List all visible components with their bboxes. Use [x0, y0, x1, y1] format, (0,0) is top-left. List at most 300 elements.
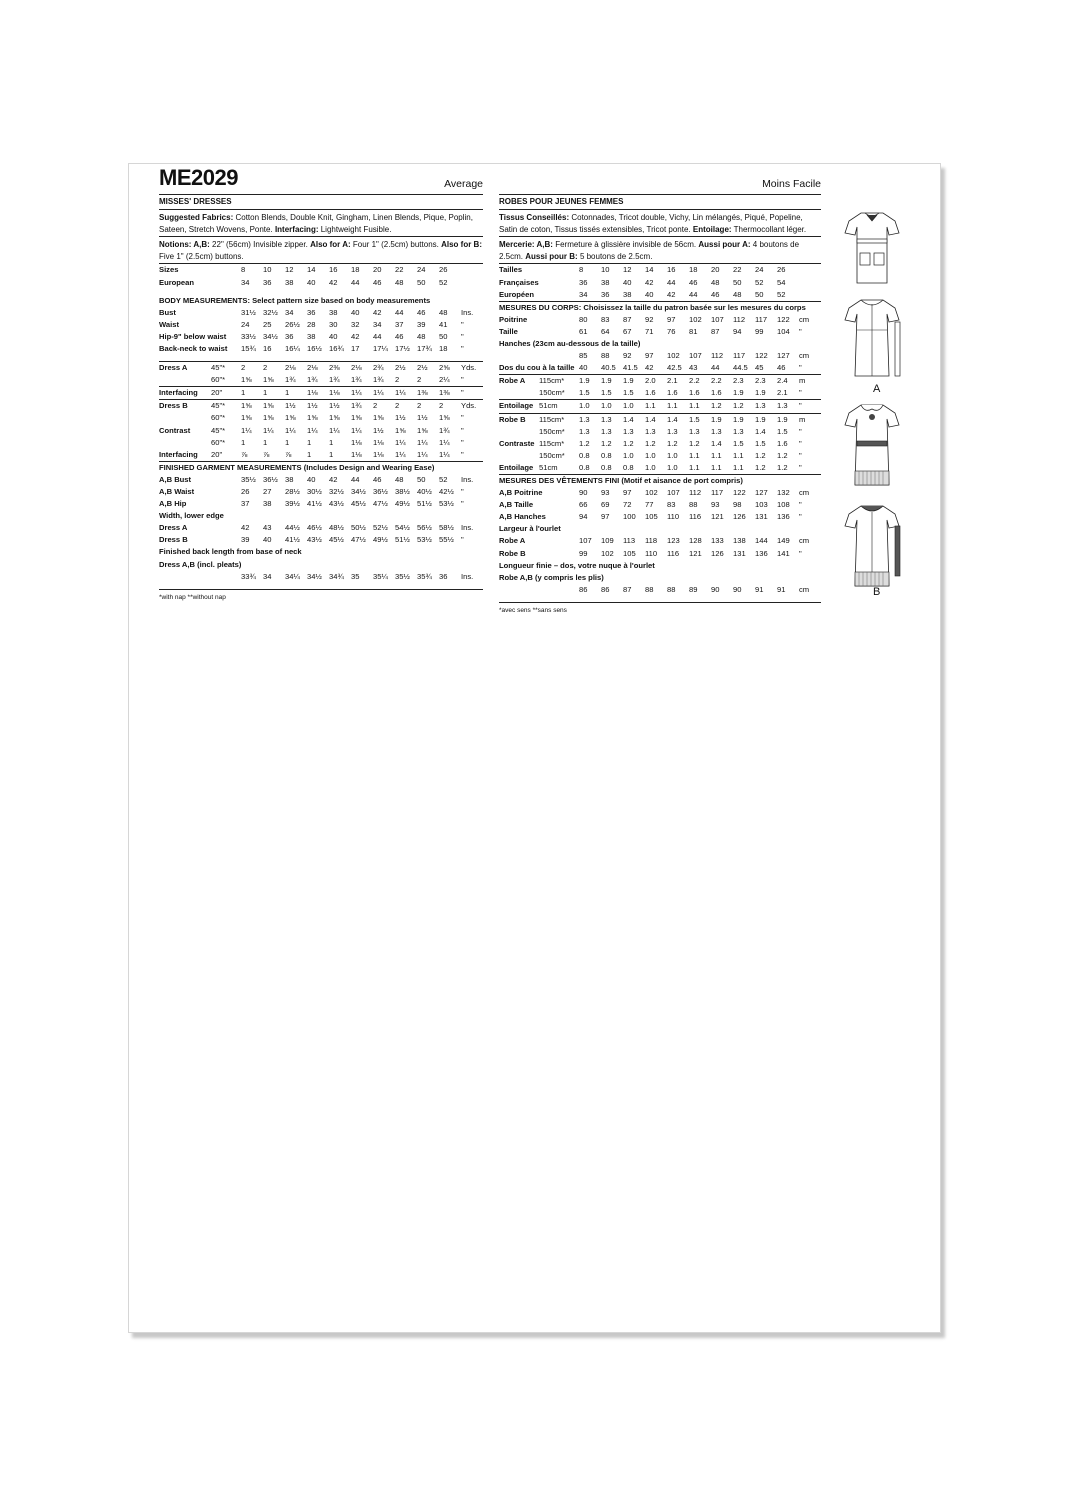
table-cell: 131: [755, 512, 768, 522]
table-cell: 1.9: [579, 375, 601, 388]
dress-a-back-svg: [841, 296, 903, 382]
table-cell: 41.5: [623, 363, 638, 373]
table-cell: m: [799, 413, 821, 426]
fabric-width: 20": [211, 449, 223, 459]
table-cell: 50: [417, 474, 426, 484]
table-cell: 1: [307, 449, 312, 459]
table-cell: 45: [755, 363, 764, 373]
table-cell: 43: [689, 363, 698, 373]
table-cell: ": [799, 450, 802, 460]
fabrics-text-fr: Cotonnades, Tricot double, Vichy, Lin mélangés, Piqué, Popeline, Satin de coton, Tissus tissés extensibles, Tricot ponte.: [499, 213, 803, 235]
table-cell: 1.0: [667, 462, 678, 472]
table-cell: ": [799, 400, 821, 413]
table-cell: 1⅝: [263, 375, 274, 385]
table-cell: 48½: [329, 523, 344, 533]
dress-b-front-svg: [841, 401, 903, 489]
table-cell: 99: [579, 548, 588, 558]
table-row: [159, 362, 483, 375]
table-cell: 26: [241, 487, 250, 497]
table-cell: 44: [689, 289, 698, 299]
fabric-width: [211, 474, 241, 486]
table-cell: 30½: [307, 487, 322, 497]
table-cell: 1.4: [645, 413, 667, 426]
fabric-width: [539, 289, 579, 302]
table-cell: 1¼: [417, 449, 428, 459]
table-cell: 72: [623, 500, 632, 510]
table-cell: [799, 276, 821, 288]
row-label: [159, 374, 211, 387]
table-cell: 28: [307, 319, 316, 329]
table-cell: 24: [241, 319, 250, 329]
table-cell: 1.3: [667, 426, 678, 436]
row-label: Sizes: [159, 265, 179, 275]
table-cell: 1⅛: [351, 449, 362, 459]
row-label: A,B Hanches: [499, 512, 546, 522]
pattern-title-fr: ROBES POUR JEUNES FEMMES: [499, 195, 821, 210]
table-cell: 36: [307, 307, 316, 317]
dress-b-front-drawing: [841, 401, 913, 489]
table-cell: 1⅝: [241, 413, 252, 423]
table-cell: 10: [263, 265, 272, 275]
table-cell: 1.2: [755, 462, 766, 472]
table-cell: 1¼: [395, 437, 406, 447]
table-cell: 34½: [263, 331, 278, 341]
row-label: A,B Poitrine: [499, 488, 543, 498]
table-cell: 34: [373, 319, 382, 329]
table-cell: 26: [777, 265, 786, 275]
table-cell: 92: [645, 314, 654, 324]
table-cell: 2.3: [755, 375, 777, 388]
table-cell: 2¾: [373, 362, 395, 375]
table-cell: 1.6: [777, 438, 788, 448]
table-cell: 105: [645, 512, 658, 522]
table-row: [159, 461, 483, 474]
table-cell: 121: [711, 512, 724, 522]
also-a-text-fr: 4 boutons de 2.5cm.: [499, 240, 800, 262]
table-cell: 94: [733, 326, 742, 336]
table-cell: 1¾: [373, 375, 384, 385]
table-cell: 132: [777, 488, 790, 498]
table-cell: 126: [711, 548, 724, 558]
table-cell: 102: [601, 548, 614, 558]
table-cell: 1⅜: [439, 387, 461, 400]
table-cell: 1¼: [395, 387, 417, 400]
table-cell: 0.8: [601, 462, 612, 472]
table-cell: m: [799, 375, 821, 388]
table-row: [159, 343, 483, 355]
table-cell: 32½: [263, 307, 278, 317]
table-cell: 34: [263, 571, 272, 581]
table-cell: 1⅛: [329, 387, 351, 400]
table-cell: 17¼: [373, 343, 388, 353]
section-heading: BODY MEASUREMENTS: Select pattern size based on body measurements: [159, 295, 431, 305]
table-cell: 40: [329, 331, 338, 341]
table-cell: 1.2: [579, 438, 590, 448]
table-cell: 1¼: [417, 437, 428, 447]
row-label: European: [159, 277, 195, 287]
table-cell: 1.1: [711, 450, 722, 460]
table-cell: 122: [733, 488, 746, 498]
table-cell: 52: [755, 277, 764, 287]
table-cell: 1.0: [579, 400, 601, 413]
table-cell: ": [799, 363, 802, 373]
table-cell: 2.2: [711, 375, 733, 388]
table-cell: 35¾: [417, 571, 432, 581]
dress-b-back-drawing: [841, 502, 913, 590]
table-cell: 1¼: [373, 387, 395, 400]
table-cell: ": [461, 375, 464, 385]
table-cell: 93: [601, 488, 610, 498]
table-cell: 1⅝: [263, 413, 274, 423]
table-row: [159, 474, 483, 486]
fabrics-label: Suggested Fabrics:: [159, 213, 234, 222]
table-cell: 104: [777, 326, 790, 336]
table-cell: 1.2: [711, 400, 733, 413]
table-cell: 18: [351, 265, 360, 275]
table-cell: 20: [711, 265, 720, 275]
table-cell: 12: [623, 265, 632, 275]
table-cell: 1¼: [307, 425, 318, 435]
table-cell: 117: [755, 314, 768, 324]
table-cell: 33½: [241, 331, 256, 341]
table-cell: 41: [439, 319, 448, 329]
table-cell: 136: [755, 548, 768, 558]
table-cell: 1.5: [689, 413, 711, 426]
notions-label: Notions: A,B:: [159, 240, 210, 250]
table-cell: 86: [601, 584, 610, 594]
table-cell: ⅞: [241, 449, 248, 459]
table-cell: 1⅝: [351, 413, 362, 423]
table-row: [159, 400, 483, 413]
view-a-label: A: [873, 383, 881, 395]
table-row: [159, 437, 483, 449]
table-cell: 71: [645, 326, 654, 336]
difficulty-level-fr: Moins Facile: [762, 178, 821, 190]
table-cell: 34¼: [285, 571, 300, 581]
table-cell: 67: [623, 326, 632, 336]
table-cell: 42: [645, 363, 654, 373]
table-cell: 17¾: [417, 343, 432, 353]
table-cell: 1.1: [645, 400, 667, 413]
table-cell: 24: [417, 265, 426, 275]
row-label: [159, 437, 211, 449]
table-cell: 1.9: [601, 375, 623, 388]
table-cell: 1: [241, 437, 246, 447]
table-cell: 49½: [373, 535, 388, 545]
table-cell: 1.3: [579, 426, 590, 436]
table-cell: 36: [285, 331, 294, 341]
table-cell: ": [461, 343, 464, 353]
fabrics-label-fr: Tissus Conseillés:: [499, 213, 570, 222]
notions-paragraph: [159, 237, 483, 264]
table-cell: 136: [777, 512, 790, 522]
table-cell: 40: [645, 289, 654, 299]
table-cell: 1.3: [777, 400, 799, 413]
table-cell: 43½: [329, 499, 344, 509]
table-cell: ": [461, 331, 464, 341]
table-row: [499, 523, 821, 535]
table-cell: 123: [667, 536, 680, 546]
fabric-width: [211, 276, 241, 288]
table-cell: 93: [711, 500, 720, 510]
table-cell: ": [461, 449, 464, 459]
table-cell: 1.3: [733, 426, 744, 436]
fabric-width: [539, 535, 579, 547]
table-cell: 2⅛: [351, 362, 373, 375]
row-label: Dress A: [159, 523, 188, 533]
table-cell: 97: [667, 314, 676, 324]
table-cell: 16¾: [329, 343, 344, 353]
fabric-width: [211, 486, 241, 498]
table-cell: 53½: [417, 535, 432, 545]
table-cell: 88: [601, 351, 610, 361]
table-cell: 107: [711, 314, 724, 324]
table-cell: ": [799, 438, 802, 448]
table-cell: 1.5: [623, 388, 634, 398]
table-cell: 2: [241, 362, 263, 375]
table-cell: 47½: [351, 535, 366, 545]
table-cell: 44: [373, 331, 382, 341]
table-row: [499, 462, 821, 475]
table-cell: 38: [329, 307, 338, 317]
table-cell: 26: [439, 265, 448, 275]
table-cell: 126: [733, 512, 746, 522]
table-cell: 1.2: [645, 438, 656, 448]
table-cell: 38: [601, 277, 610, 287]
table-cell: 1.3: [601, 413, 623, 426]
table-cell: 40: [263, 535, 272, 545]
row-label: [499, 426, 539, 438]
table-cell: 1.2: [623, 438, 634, 448]
english-size-table: [159, 264, 483, 582]
table-cell: 50: [755, 289, 764, 299]
section-heading: Largeur à l'ourlet: [499, 524, 561, 534]
row-label: Robe B: [499, 548, 526, 558]
fabric-width: 45"*: [211, 400, 241, 413]
table-cell: 2: [395, 375, 400, 385]
table-cell: 52: [439, 277, 448, 287]
table-cell: 116: [689, 512, 702, 522]
table-cell: 112: [711, 351, 724, 361]
table-row: [159, 307, 483, 319]
table-cell: 122: [755, 351, 768, 361]
table-row: [499, 314, 821, 326]
table-cell: 46: [777, 363, 786, 373]
table-cell: 87: [711, 326, 720, 336]
table-cell: 1⅝: [285, 413, 296, 423]
table-cell: 2½: [417, 362, 439, 375]
table-cell: 1.0: [645, 462, 656, 472]
table-row: [159, 331, 483, 343]
table-cell: 16¼: [285, 343, 300, 353]
table-cell: 50: [417, 277, 426, 287]
table-cell: 34¾: [329, 571, 344, 581]
table-cell: 1.5: [777, 426, 788, 436]
table-cell: ⅞: [263, 449, 270, 459]
table-cell: 1.2: [777, 450, 788, 460]
table-cell: Ins.: [461, 474, 474, 484]
table-cell: 1⅜: [417, 387, 439, 400]
table-cell: 36: [601, 289, 610, 299]
table-cell: 40.5: [601, 363, 616, 373]
table-cell: 2: [395, 400, 417, 413]
table-cell: 127: [755, 488, 768, 498]
row-label: A,B Bust: [159, 474, 192, 484]
table-cell: 61: [579, 326, 588, 336]
table-cell: ": [799, 326, 802, 336]
row-label: Robe A: [499, 536, 526, 546]
table-cell: ": [799, 548, 802, 558]
table-row: [159, 387, 483, 400]
table-cell: 44: [351, 277, 360, 287]
table-cell: 2.2: [689, 375, 711, 388]
table-row: [499, 276, 821, 288]
fabric-width: 150cm*: [539, 426, 565, 436]
table-cell: 42: [645, 277, 654, 287]
pattern-title: MISSES' DRESSES: [159, 195, 483, 210]
table-cell: [799, 264, 821, 276]
table-row: [159, 449, 483, 462]
table-cell: 18: [689, 265, 698, 275]
table-cell: 144: [755, 536, 768, 546]
table-cell: 42: [241, 523, 250, 533]
table-cell: 1¾: [307, 375, 318, 385]
row-label: [499, 387, 539, 400]
table-cell: ": [799, 512, 802, 522]
section-heading: Longueur finie – dos, votre nuque à l'ourlet: [499, 560, 655, 570]
section-heading: MESURES DES VÊTEMENTS FINI (Motif et aisance de port compris): [499, 474, 821, 487]
table-cell: 39: [417, 319, 426, 329]
table-cell: 46: [395, 331, 404, 341]
table-row: [159, 546, 483, 558]
table-cell: 90: [579, 488, 588, 498]
table-cell: 1⅛: [373, 449, 384, 459]
table-cell: 38: [623, 289, 632, 299]
table-cell: 8: [579, 265, 584, 275]
table-row: [499, 350, 821, 362]
table-cell: ": [461, 535, 464, 545]
also-a-label: Also for A:: [310, 240, 351, 250]
table-cell: 39½: [285, 499, 300, 509]
table-cell: ": [461, 425, 464, 435]
table-cell: 1.0: [623, 450, 634, 460]
table-cell: 1.6: [689, 388, 700, 398]
english-header: [159, 164, 483, 195]
table-cell: 2⅜: [329, 362, 351, 375]
table-cell: Ins.: [461, 571, 474, 581]
table-cell: 42.5: [667, 363, 682, 373]
table-cell: 133: [711, 536, 724, 546]
table-cell: 45½: [329, 535, 344, 545]
table-cell: 1.5: [579, 388, 590, 398]
table-cell: 110: [645, 548, 658, 558]
fabric-width: [211, 534, 241, 546]
table-cell: 34: [241, 277, 250, 287]
table-cell: 34: [579, 289, 588, 299]
table-cell: 52: [439, 474, 448, 484]
table-cell: 1⅝: [241, 375, 252, 385]
table-cell: 48: [395, 474, 404, 484]
table-cell: 98: [733, 500, 742, 510]
section-heading: Hanches (23cm au-dessous de la taille): [499, 338, 641, 348]
table-cell: 122: [777, 314, 790, 324]
table-cell: 91: [755, 584, 764, 594]
section-heading: Robe A,B (y compris les plis): [499, 572, 604, 582]
row-label: Entoilage: [499, 400, 539, 413]
table-cell: 2: [417, 375, 422, 385]
table-cell: 1: [285, 387, 307, 400]
fabric-width: 150cm*: [539, 388, 565, 398]
table-cell: 87: [623, 584, 632, 594]
table-cell: 34½: [351, 487, 366, 497]
table-cell: 1.1: [689, 462, 700, 472]
table-cell: 46½: [307, 523, 322, 533]
table-cell: 77: [645, 500, 654, 510]
table-cell: 37: [395, 319, 404, 329]
table-row: [159, 534, 483, 546]
table-cell: 127: [777, 351, 790, 361]
fabric-width: [539, 499, 579, 511]
table-cell: ": [461, 487, 464, 497]
table-cell: 116: [667, 548, 680, 558]
table-cell: 16: [667, 265, 676, 275]
fabric-width: [539, 350, 579, 362]
table-cell: 1.0: [601, 400, 623, 413]
row-label: Interfacing: [159, 449, 198, 459]
table-cell: 35¼: [373, 571, 388, 581]
table-cell: 42: [373, 307, 382, 317]
fabric-width: [211, 307, 241, 319]
table-cell: 2⅝: [439, 362, 461, 375]
section-heading: MESURES DU CORPS: Choisissez la taille du patron basée sur les mesures du corps: [499, 301, 821, 314]
table-cell: 32½: [329, 487, 344, 497]
table-row: [159, 571, 483, 583]
table-cell: 105: [623, 548, 636, 558]
table-cell: Ins.: [461, 307, 474, 317]
table-row: [499, 450, 821, 462]
also-b-label: Also for B:: [441, 240, 482, 250]
table-cell: 1¼: [351, 425, 362, 435]
table-cell: 28½: [285, 487, 300, 497]
table-row: [499, 535, 821, 547]
table-cell: 1.0: [623, 400, 645, 413]
table-cell: 56½: [417, 523, 432, 533]
table-row: [159, 486, 483, 498]
table-cell: 46: [689, 277, 698, 287]
table-cell: 141: [777, 548, 790, 558]
table-cell: 100: [623, 512, 636, 522]
table-cell: 34: [285, 307, 294, 317]
table-cell: 131: [733, 548, 746, 558]
row-label: Interfacing: [159, 387, 211, 400]
table-cell: 36½: [373, 487, 388, 497]
table-cell: 1.6: [645, 388, 656, 398]
table-cell: 110: [667, 512, 680, 522]
table-cell: 117: [733, 351, 746, 361]
table-cell: 0.8: [601, 450, 612, 460]
table-row: [499, 301, 821, 314]
table-cell: ": [461, 437, 464, 447]
difficulty-level: Average: [444, 178, 483, 190]
table-cell: 40: [351, 307, 360, 317]
fabric-width: 150cm*: [539, 450, 565, 460]
row-label: [159, 412, 211, 424]
table-cell: 1: [241, 387, 263, 400]
table-cell: 33¾: [241, 571, 256, 581]
table-cell: ": [799, 426, 802, 436]
table-row: [499, 400, 821, 413]
table-cell: ": [461, 387, 483, 400]
